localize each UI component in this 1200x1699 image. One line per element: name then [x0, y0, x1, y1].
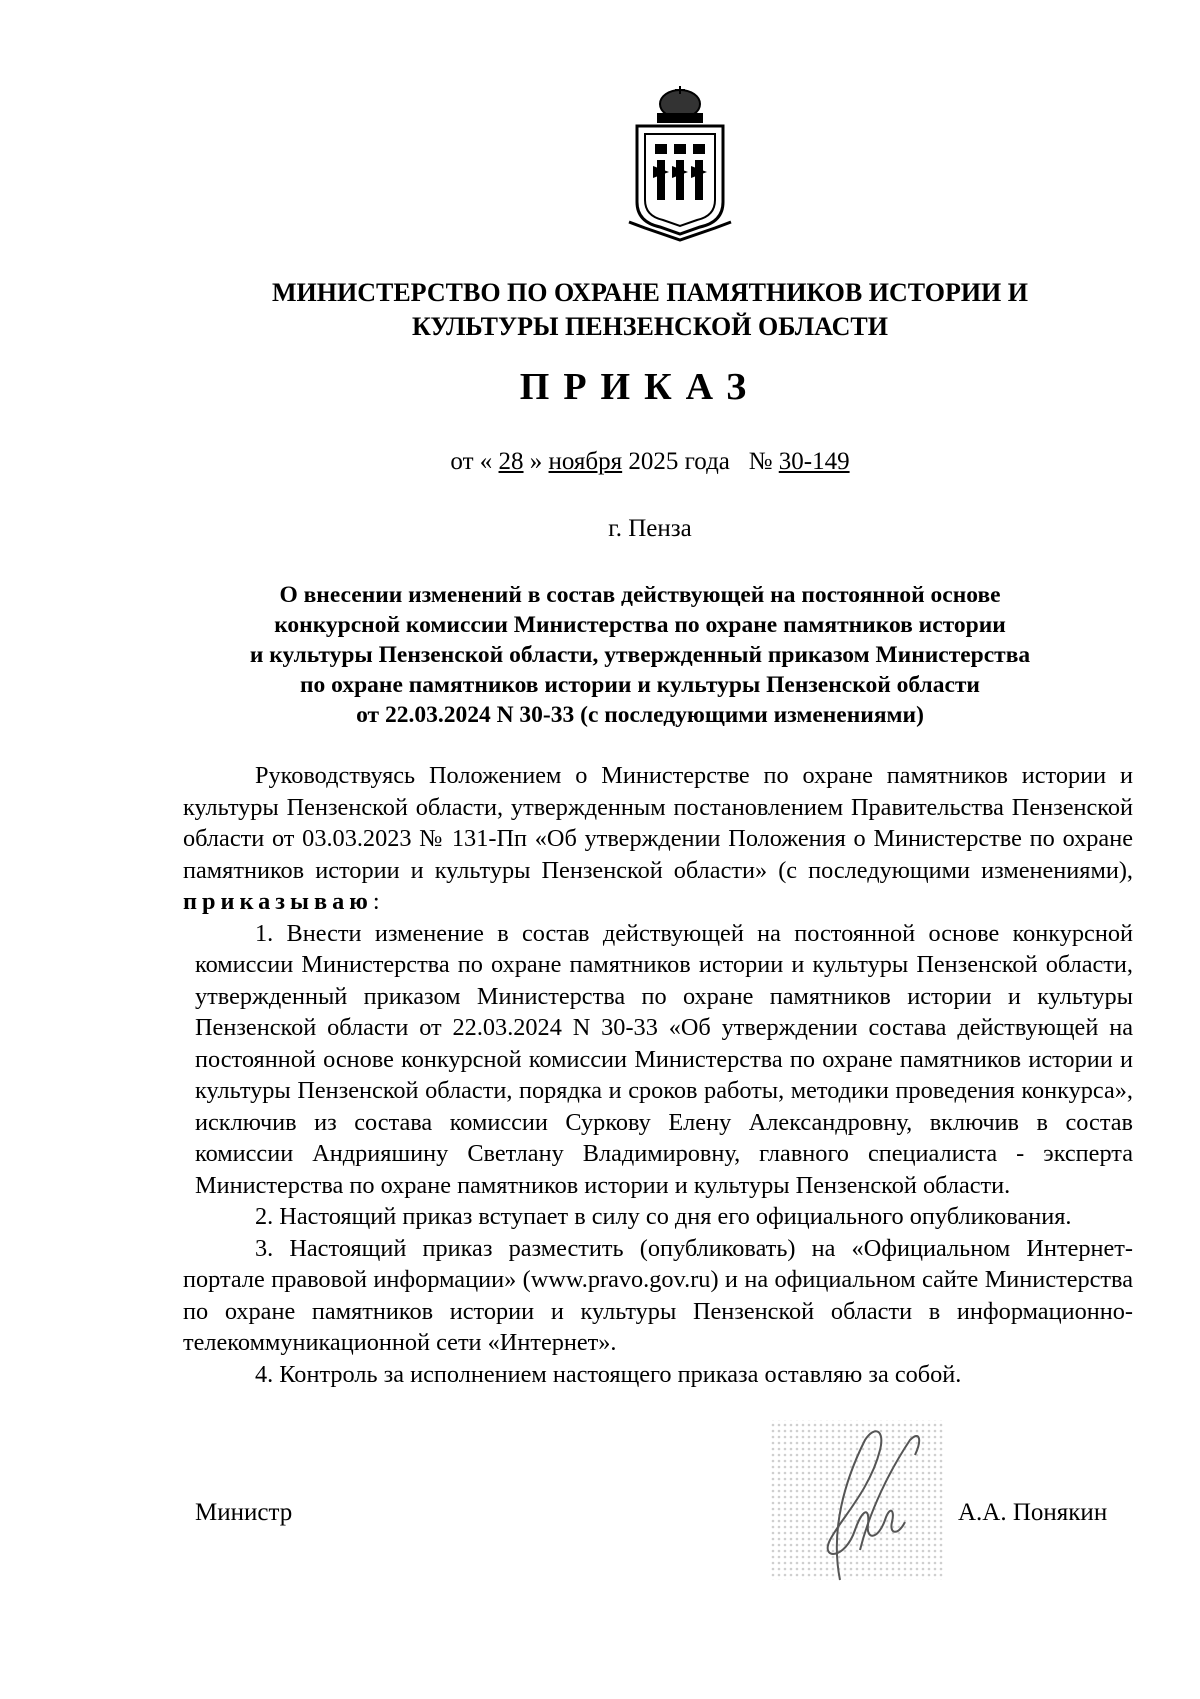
subject-line: по охране памятников истории и культуры Пензенской области [300, 672, 980, 698]
ribbon-icon [629, 222, 731, 240]
order-item-3: 3. Настоящий приказ разместить (опубликовать) на «Официальном Интернет-портале правовой информации» (www.pravo.gov.ru) и на официальном сайте Министерства по охране памятников истории и культуры Пензенской области в информационно-телекоммуникационной сети «Интернет». [183, 1234, 1133, 1356]
date-year: 2025 года [628, 448, 730, 475]
preamble-text: Руководствуясь Положением о Министерстве по охране памятников истории и культуры Пензенской области, утвержденным постановлением Правительства Пензенской области от 03.03.2023 № 131-Пп «Об утверждении Положения о Министерстве по охране памятников истории и культуры Пензенской области» (с последующими изменениями), [183, 762, 1133, 884]
order-item-1: 1. Внести изменение в состав действующей на постоянной основе конкурсной комиссии Министерства по охране памятников истории и культуры Пензенской области, утвержденный приказом Министерства по охране памятников истории и культуры Пензенской области от 22.03.2024 N 30-33 «Об утверждении состава действующей на постоянной основе конкурсной комиссии Министерства по охране памятников истории и культуры Пензенской области, порядка и сроков работы, методики проведения конкурса», исключив из состава комиссии Суркову Елену Александровну, включив в состав комиссии Андрияшину Светлану Владимировну, главного специалиста - эксперта Министерства по охране памятников истории и культуры Пензенской области. [195, 919, 1133, 1199]
handwritten-signature [770, 1410, 945, 1590]
date-month: ноября [548, 448, 623, 475]
order-item-2: 2. Настоящий приказ вступает в силу со дня его официального опубликования. [255, 1203, 1072, 1230]
ministry-name-line2: КУЛЬТУРЫ ПЕНЗЕНСКОЙ ОБЛАСТИ [412, 312, 888, 341]
document-body [183, 760, 1133, 1390]
date-number-line [400, 448, 900, 476]
ministry-name [200, 276, 1100, 344]
subject-line: и культуры Пензенской области, утвержденный приказом Министерства [249, 642, 1031, 668]
signatory-title: Министр [195, 1499, 293, 1526]
wheat-sheaf-icon [653, 144, 707, 200]
coat-of-arms-emblem [625, 82, 735, 242]
signatory-name: А.А. Понякин [958, 1499, 1108, 1526]
order-colon: : [372, 888, 380, 915]
ministry-name-line1: МИНИСТЕРСТВО ПО ОХРАНЕ ПАМЯТНИКОВ ИСТОРИИ И [271, 278, 1029, 307]
subject-line: конкурсной комиссии Министерства по охране памятников истории [274, 612, 1006, 638]
order-item-4: 4. Контроль за исполнением настоящего приказа оставляю за собой. [255, 1360, 962, 1388]
date-mid: » [529, 448, 543, 475]
document-subject [180, 580, 1100, 730]
date-prefix: от « [450, 448, 493, 475]
crown-icon [658, 86, 702, 122]
order-word: приказываю [183, 888, 373, 915]
number-label: № [748, 448, 773, 475]
preamble-paragraph [183, 760, 1133, 918]
subject-line: от 22.03.2024 N 30-33 (с последующими изменениями) [356, 702, 924, 728]
document-number: 30-149 [778, 448, 850, 475]
city: г. Пенза [608, 515, 692, 542]
subject-line: О внесении изменений в состав действующей на постоянной основе [279, 582, 1001, 608]
date-day: 28 [498, 448, 524, 475]
document-type-title: ПРИКАЗ [519, 366, 761, 408]
